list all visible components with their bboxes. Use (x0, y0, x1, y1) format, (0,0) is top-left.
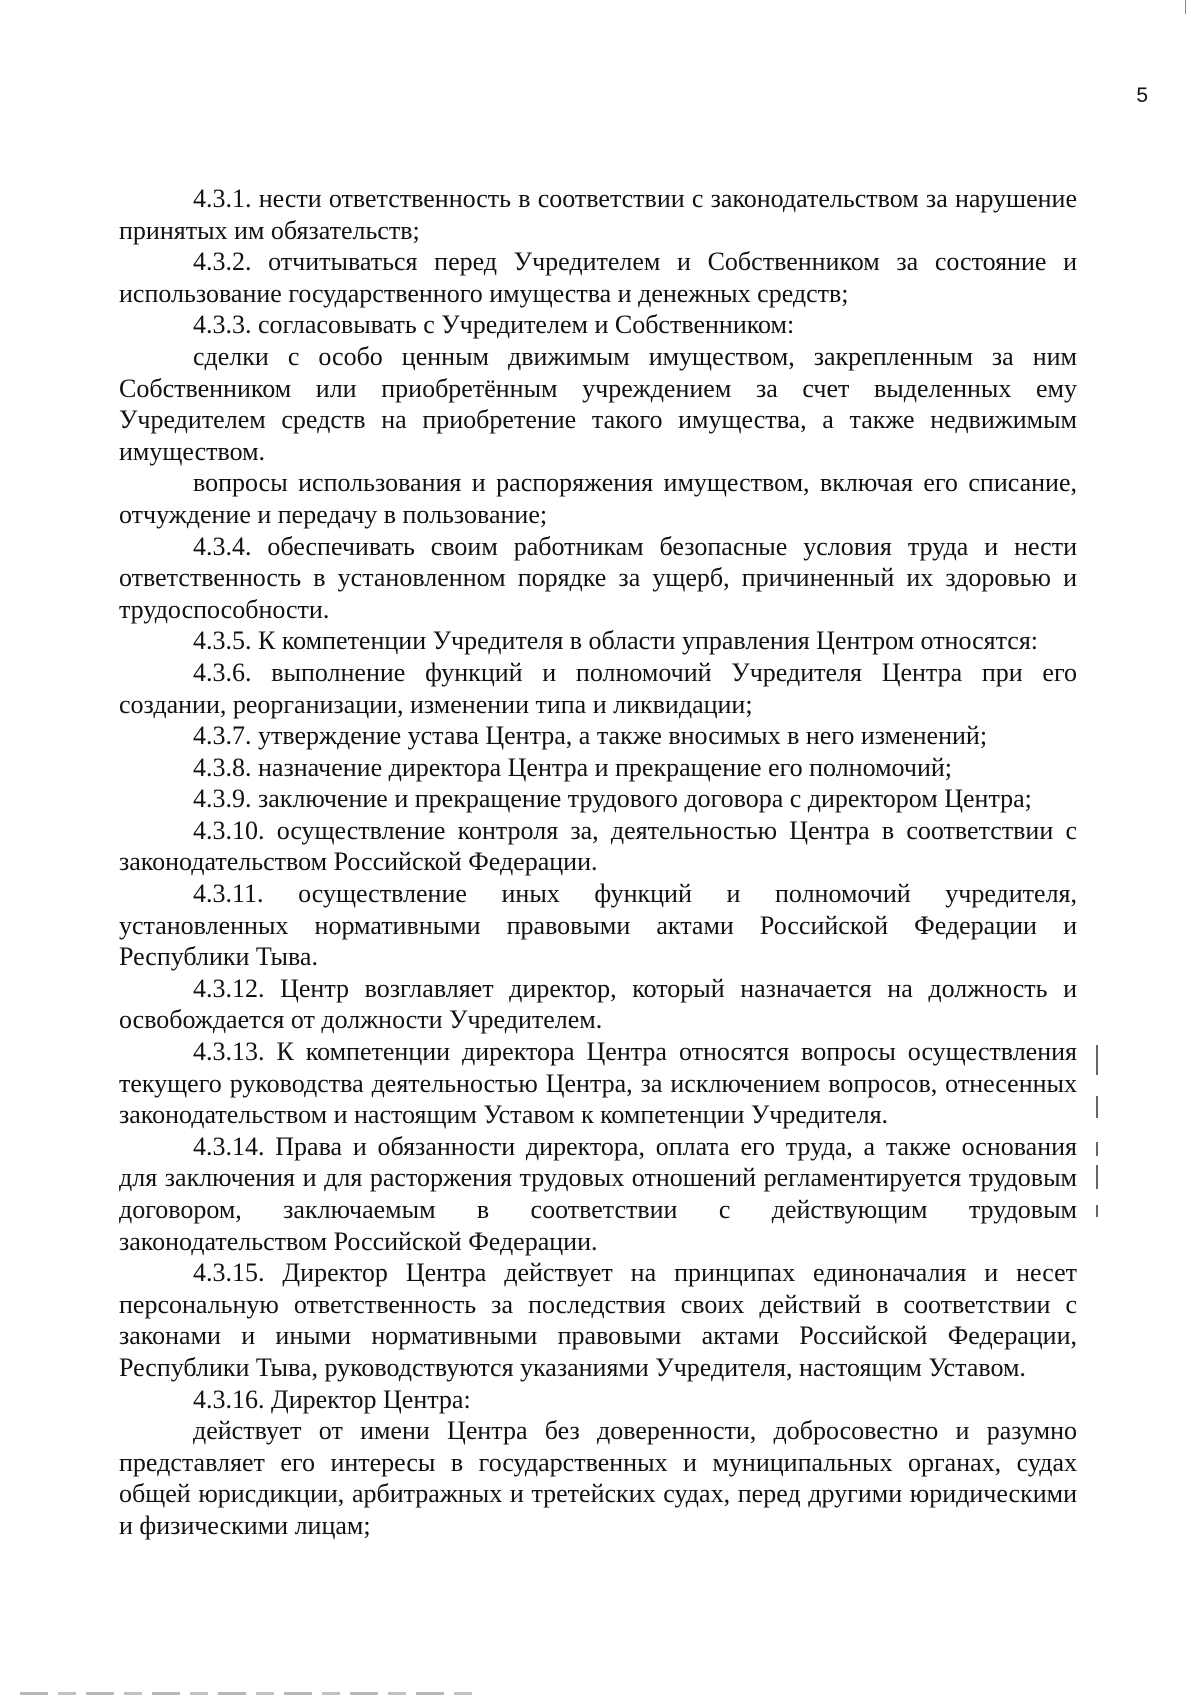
paragraph-4-3-5: 4.3.5. К компетенции Учредителя в области управления Центром относятся: (193, 626, 1039, 656)
scan-bottom-artifact (20, 1692, 480, 1695)
scan-edge-mark (1185, 0, 1186, 14)
paragraph-4-3-16: 4.3.16. Директор Центра: (193, 1384, 471, 1414)
paragraph-deals-property: сделки с особо ценным движимым имуществом, закрепленным за ним Собственником или приобретённым учреждением за счет выделенных ему Учредителем средств на приобретение такого имущества, а также недвижимым имуществом. (119, 341, 1077, 466)
scan-artifact-mark (1096, 1142, 1098, 1156)
paragraph-4-3-13: 4.3.13. К компетенции директора Центра относятся вопросы осуществления текущего руководства деятельностью Центра, за исключением вопросов, отнесенных законодательством и настоящим Уставом к компетенции Учредителя. (119, 1037, 1077, 1130)
paragraph-director-acts: действует от имени Центра без доверенности, добросовестно и разумно представляет его интересы в государственных и муниципальных органах, судах общей юрисдикции, арбитражных и третейских судах, перед другими юридическими и физическими лицам; (119, 1416, 1077, 1540)
scan-artifact-mark (1096, 1205, 1098, 1217)
paragraph-4-3-11: 4.3.11. осуществление иных функций и полномочий учредителя, установленных нормативными правовыми актами Российской Федерации и Республики Тыва. (119, 879, 1077, 972)
paragraph-4-3-10: 4.3.10. осуществление контроля за, деятельностью Центра в соответствии с законодательством Российской Федерации. (119, 815, 1077, 877)
paragraph-4-3-3: 4.3.3. согласовывать с Учредителем и Собственником: (193, 310, 795, 340)
paragraph-4-3-12: 4.3.12. Центр возглавляет директор, который назначается на должность и освобождается от должности Учредителем. (119, 973, 1077, 1035)
paragraph-4-3-4: 4.3.4. обеспечивать своим работникам безопасные условия труда и нести ответственность в установленном порядке за ущерб, причиненный их здоровью и трудоспособности. (119, 531, 1077, 624)
paragraph-4-3-1: 4.3.1. нести ответственность в соответствии с законодательством за нарушение принятых им обязательств; (119, 184, 1077, 245)
paragraph-4-3-9: 4.3.9. заключение и прекращение трудового договора с директором Центра; (193, 784, 1032, 814)
paragraph-4-3-8: 4.3.8. назначение директора Центра и прекращение его полномочий; (193, 752, 953, 782)
paragraph-4-3-15: 4.3.15. Директор Центра действует на принципах единоначалия и несет персональную ответственность за последствия своих действий в соответствии с законами и иными нормативными правовыми актами Российской Федерации, Республики Тыва, руководствуются указаниями Учредителя, настоящим Уставом. (119, 1258, 1077, 1382)
document-body (119, 183, 1077, 1542)
scan-artifact-mark (1096, 1096, 1098, 1118)
scan-artifact-mark (1096, 1045, 1098, 1075)
scan-artifact-mark (1096, 1165, 1098, 1189)
paragraph-property-use: вопросы использования и распоряжения имуществом, включая его списание, отчуждение и передачу в пользование; (119, 468, 1077, 529)
paragraph-4-3-7: 4.3.7. утверждение устава Центра, а также вносимых в него изменений; (193, 721, 988, 751)
paragraph-4-3-2: 4.3.2. отчитываться перед Учредителем и Собственником за состояние и использование государственного имущества и денежных средств; (119, 247, 1077, 308)
paragraph-4-3-6: 4.3.6. выполнение функций и полномочий Учредителя Центра при его создании, реорганизации, изменении типа и ликвидации; (119, 657, 1077, 719)
paragraph-4-3-14: 4.3.14. Права и обязанности директора, оплата его труда, а также основания для заключения и для расторжения трудовых отношений регламентируется трудовым договором, заключаемым в соответствии с действующим трудовым законодательством Российской Федерации. (119, 1131, 1077, 1256)
page-number: 5 (1136, 84, 1148, 107)
